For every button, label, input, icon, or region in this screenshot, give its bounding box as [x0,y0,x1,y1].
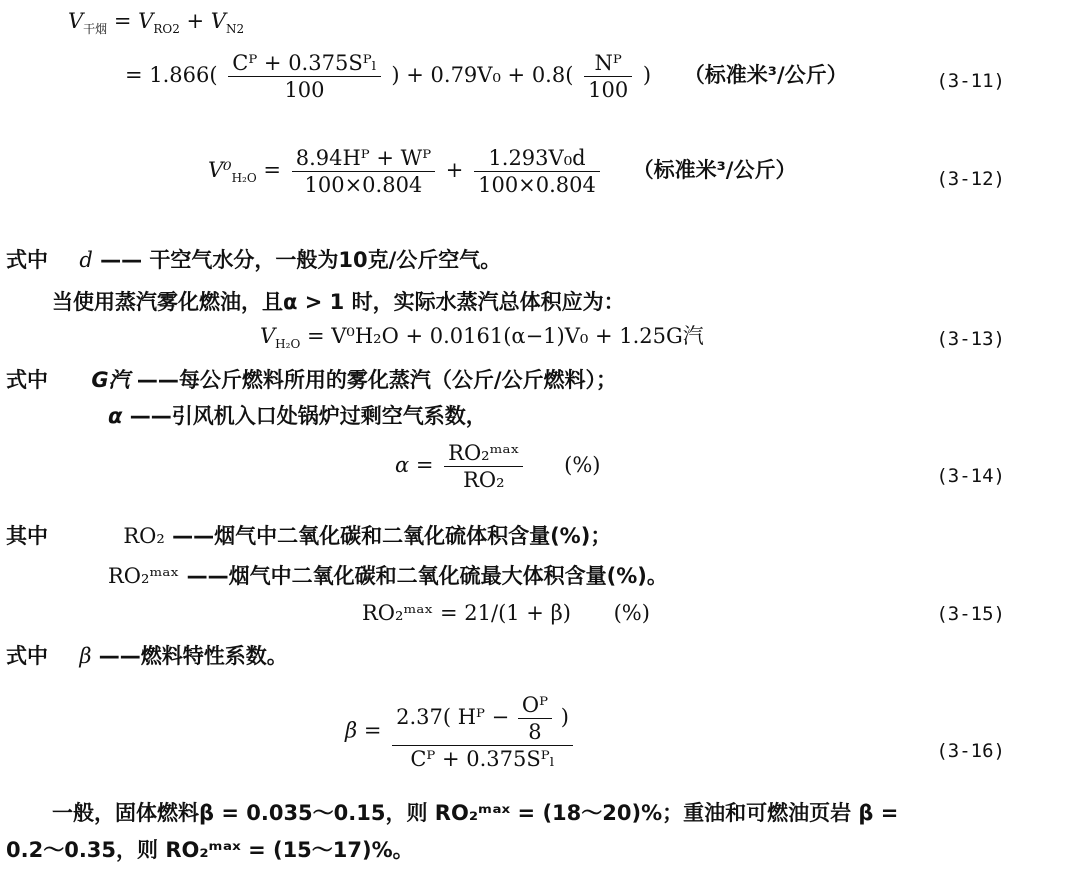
fraction [292,145,435,198]
eq-plus: + V [186,9,226,33]
eq-plus: + [445,158,464,182]
symbol: RO₂ [123,524,165,548]
where-ro2 [6,523,611,549]
where-label: 式中 [6,368,48,392]
definition: ——烟气中二氧化碳和二氧化硫体积含量(%)； [172,524,612,548]
eq-lhs-sub: 干烟 [83,22,108,37]
denominator: 100×0.804 [304,173,423,197]
eq-mid: ) + 0.79V₀ + 0.8( [391,63,574,87]
where-label: 其中 [6,524,48,548]
fraction [584,50,632,103]
where-label: 式中 [6,644,48,668]
fraction [474,145,600,198]
eq-lhs: α = [395,453,434,477]
definition: ——烟气中二氧化碳和二氧化硫最大体积含量(%)。 [186,564,668,588]
eq-rhs: = V [113,9,154,33]
fraction [444,440,523,493]
eq-prefix: = 1.866( [125,63,218,87]
where-label: 式中 [6,248,48,272]
definition: ——每公斤燃料所用的雾化蒸汽（公斤/公斤燃料）； [136,368,618,392]
eq-end: ) [642,63,652,87]
where-d [6,247,501,273]
unit: (%) [564,453,601,477]
fraction [392,692,573,772]
eq-3-15 [362,600,650,626]
eq-sign: = [263,158,282,182]
symbol: β [79,644,92,668]
equation-number: (3-12) [936,168,1005,190]
eq-3-14 [395,440,601,493]
eq-3-13 [260,323,704,357]
equation-number: (3-13) [936,328,1005,350]
numerator [392,692,573,746]
equation-number: (3-16) [936,740,1005,762]
where-g [6,367,617,393]
eq-rhs-sub: RO2 [153,22,180,37]
numerator: Oᴾ [518,692,552,719]
where-beta [6,643,288,669]
numerator: RO₂ᵐᵃˣ [444,440,523,467]
denominator: 100 [588,78,629,102]
numerator-part: 2.37( Hᴾ − [396,705,510,729]
symbol: α [108,404,123,428]
definition: —— 干空气水分，一般为10克/公斤空气。 [100,248,502,272]
eq-lhs-sub: H₂O [275,337,301,352]
paragraph-final-line1: 一般，固体燃料β = 0.035～0.15，则 RO₂ᵐᵃˣ = (18～20)%；重油和可燃油页岩 β = [52,801,899,825]
where-alpha [108,403,487,429]
denominator: Cᴾ + 0.375Sᴾₗ [410,747,555,771]
eq-n2-sub: N2 [225,22,245,37]
denominator: 8 [528,720,542,744]
unit: （标准米³/公斤） [632,158,797,182]
numerator: 8.94Hᴾ + Wᴾ [292,145,435,172]
eq-lhs: β = [345,718,382,743]
numerator-part: ) [560,705,569,729]
paragraph-final-line2: 0.2～0.35，则 RO₂ᵐᵃˣ = (15～17)%。 [6,838,414,862]
eq-3-11-line2 [125,50,848,103]
paragraph-steam: 当使用蒸汽雾化燃油，且α > 1 时，实际水蒸汽总体积应为： [52,290,625,314]
definition: ——燃料特性系数。 [98,644,288,668]
fraction [228,50,380,103]
symbol: d [79,248,93,272]
numerator: Nᴾ [584,50,632,77]
eq-lhs: V⁰ [208,158,232,182]
eq-rhs: = V⁰H₂O + 0.0161(α−1)V₀ + 1.25G汽 [306,324,704,348]
eq-lhs-sub: H₂O [231,171,257,186]
equation-number: (3-11) [936,70,1005,92]
unit: (%) [613,601,650,625]
eq-3-11-line1 [68,8,244,42]
denominator: 100×0.804 [478,173,596,197]
numerator: Cᴾ + 0.375Sᴾₗ [228,50,380,77]
equation-number: (3-15) [936,603,1005,625]
denominator: 100 [284,78,325,102]
eq-3-16 [345,692,577,772]
inner-fraction [518,692,552,745]
eq-body: RO₂ᵐᵃˣ = 21/(1 + β) [362,601,571,625]
denominator: RO₂ [463,468,505,492]
equation-number: (3-14) [936,465,1005,487]
symbol: RO₂ᵐᵃˣ [108,564,180,588]
unit: （标准米³/公斤） [683,63,848,87]
eq-3-12 [208,145,796,198]
eq-lhs: V [260,324,276,348]
symbol: G汽 [91,368,130,392]
numerator: 1.293V₀d [474,145,600,172]
eq-lhs: V [68,9,84,33]
where-ro2max [108,563,668,589]
definition: ——引风机入口处锅炉过剩空气系数， [129,404,487,428]
